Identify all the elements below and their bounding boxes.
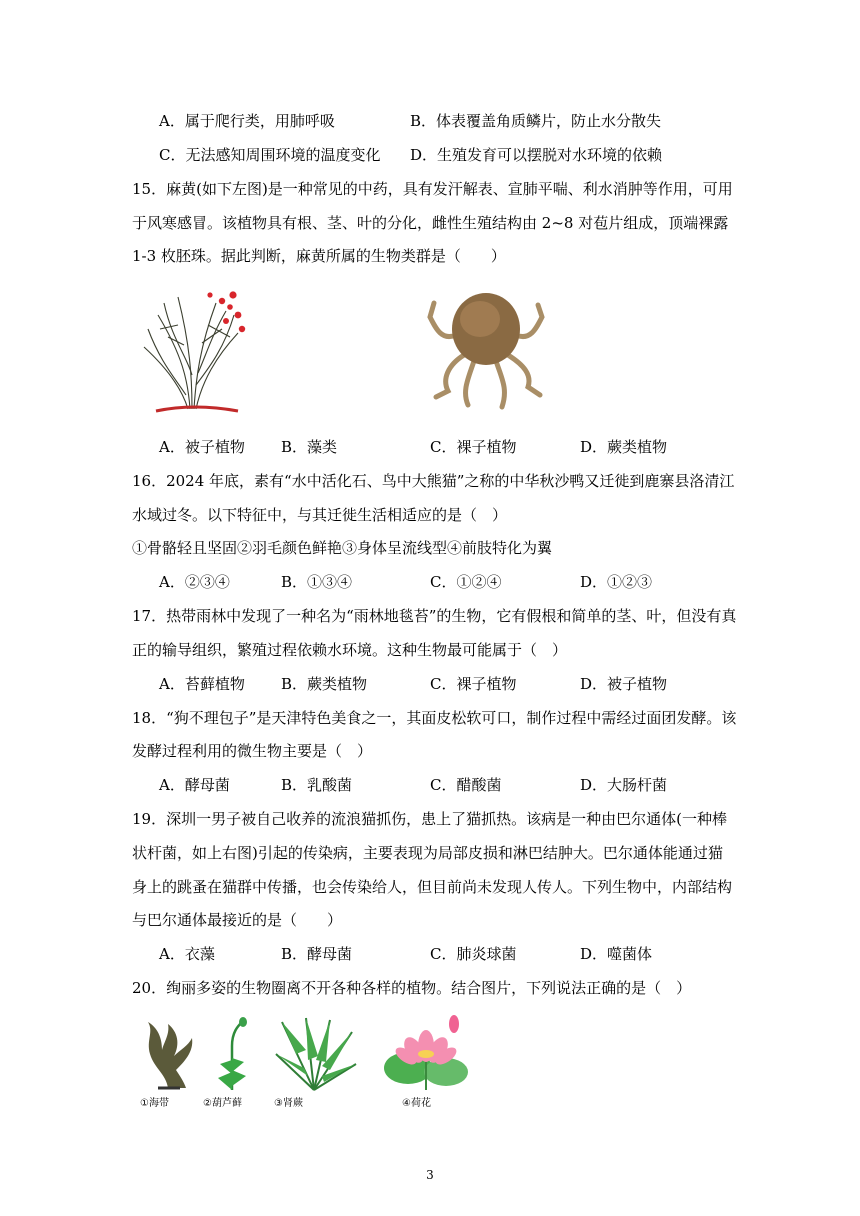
ephedra-plant-figure <box>138 285 250 417</box>
kelp-caption: ①海带 <box>140 1098 169 1109</box>
kelp-figure <box>140 1018 198 1090</box>
q18-option-a: A．酵母菌 <box>159 776 230 794</box>
q18-stem-line-2: 发酵过程利用的微生物主要是（ ） <box>132 742 373 760</box>
fern-figure <box>270 1014 358 1092</box>
q16-stem-line-1: 16．2024 年底，素有“水中活化石、鸟中大熊猫”之称的中华秋沙鸭又迁徙到鹿寨县洛清江 <box>132 472 735 490</box>
page-number: 3 <box>426 1168 434 1182</box>
fern-caption: ③肾蕨 <box>274 1098 303 1109</box>
q19-stem-line-2: 状杆菌，如上右图)引起的传染病，主要表现为局部皮损和淋巴结肿大。巴尔通体能通过猫 <box>132 844 723 862</box>
q17-option-a: A．苔藓植物 <box>159 675 245 693</box>
q18-option-c: C．醋酸菌 <box>430 776 502 794</box>
lotus-figure <box>382 1012 470 1092</box>
q16-option-d: D．①②③ <box>580 573 653 591</box>
q19-option-a: A．衣藻 <box>159 945 215 963</box>
q16-option-b: B．①③④ <box>281 573 353 591</box>
q14-option-d: D．生殖发育可以摆脱对水环境的依赖 <box>410 146 663 164</box>
q15-option-b: B．藻类 <box>281 438 338 456</box>
moss-caption: ②葫芦藓 <box>203 1098 242 1109</box>
q20-stem-line-1: 20．绚丽多姿的生物圈离不开各种各样的植物。结合图片，下列说法正确的是（ ） <box>132 979 692 997</box>
q18-option-d: D．大肠杆菌 <box>580 776 668 794</box>
q16-option-a: A．②③④ <box>159 573 230 591</box>
bartonella-bacterium-figure <box>424 283 548 411</box>
q15-stem-line-3: 1-3 枚胚珠。据此判断，麻黄所属的生物类群是（ ） <box>132 247 506 265</box>
q16-stem-line-2: 水域过冬。以下特征中，与其迁徙生活相适应的是（ ） <box>132 506 508 524</box>
q18-stem-line-1: 18．“狗不理包子”是天津特色美食之一，其面皮松软可口，制作过程中需经过面团发酵。该 <box>132 709 737 727</box>
q17-option-d: D．被子植物 <box>580 675 668 693</box>
q19-option-c: C．肺炎球菌 <box>430 945 517 963</box>
q14-option-b: B．体表覆盖角质鳞片，防止水分散失 <box>410 112 662 130</box>
q19-stem-line-4: 与巴尔通体最接近的是（ ） <box>132 911 343 929</box>
q19-stem-line-1: 19．深圳一男子被自己收养的流浪猫抓伤，患上了猫抓热。该病是一种由巴尔通体(一种棒 <box>132 810 727 828</box>
q15-option-a: A．被子植物 <box>159 438 245 456</box>
q15-stem-line-2: 于风寒感冒。该植物具有根、茎、叶的分化，雌性生殖结构由 2~8 对苞片组成，顶端裸露 <box>132 214 729 232</box>
q15-stem-line-1: 15．麻黄(如下左图)是一种常见的中药，具有发汗解表、宣肺平喘、利水消肿等作用，可用 <box>132 180 733 198</box>
q17-option-b: B．蕨类植物 <box>281 675 368 693</box>
q19-option-b: B．酵母菌 <box>281 945 353 963</box>
q17-option-c: C．裸子植物 <box>430 675 517 693</box>
lotus-caption: ④荷花 <box>402 1098 431 1109</box>
q15-option-c: C．裸子植物 <box>430 438 517 456</box>
q17-stem-line-2: 正的输导组织，繁殖过程依赖水环境。这种生物最可能属于（ ） <box>132 641 568 659</box>
q16-stem-line-3: ①骨骼轻且坚固②羽毛颜色鲜艳③身体呈流线型④前肢特化为翼 <box>132 539 553 557</box>
q14-option-a: A．属于爬行类，用肺呼吸 <box>159 112 335 130</box>
q18-option-b: B．乳酸菌 <box>281 776 353 794</box>
q16-option-c: C．①②④ <box>430 573 502 591</box>
q19-stem-line-3: 身上的跳蚤在猫群中传播，也会传染给人，但目前尚未发现人传人。下列生物中，内部结构 <box>132 878 733 896</box>
q15-option-d: D．蕨类植物 <box>580 438 668 456</box>
q17-stem-line-1: 17．热带雨林中发现了一种名为“雨林地毯苔”的生物，它有假根和简单的茎、叶，但没有真 <box>132 607 737 625</box>
q14-option-c: C．无法感知周围环境的温度变化 <box>159 146 381 164</box>
moss-figure <box>210 1016 254 1092</box>
q19-option-d: D．噬菌体 <box>580 945 653 963</box>
